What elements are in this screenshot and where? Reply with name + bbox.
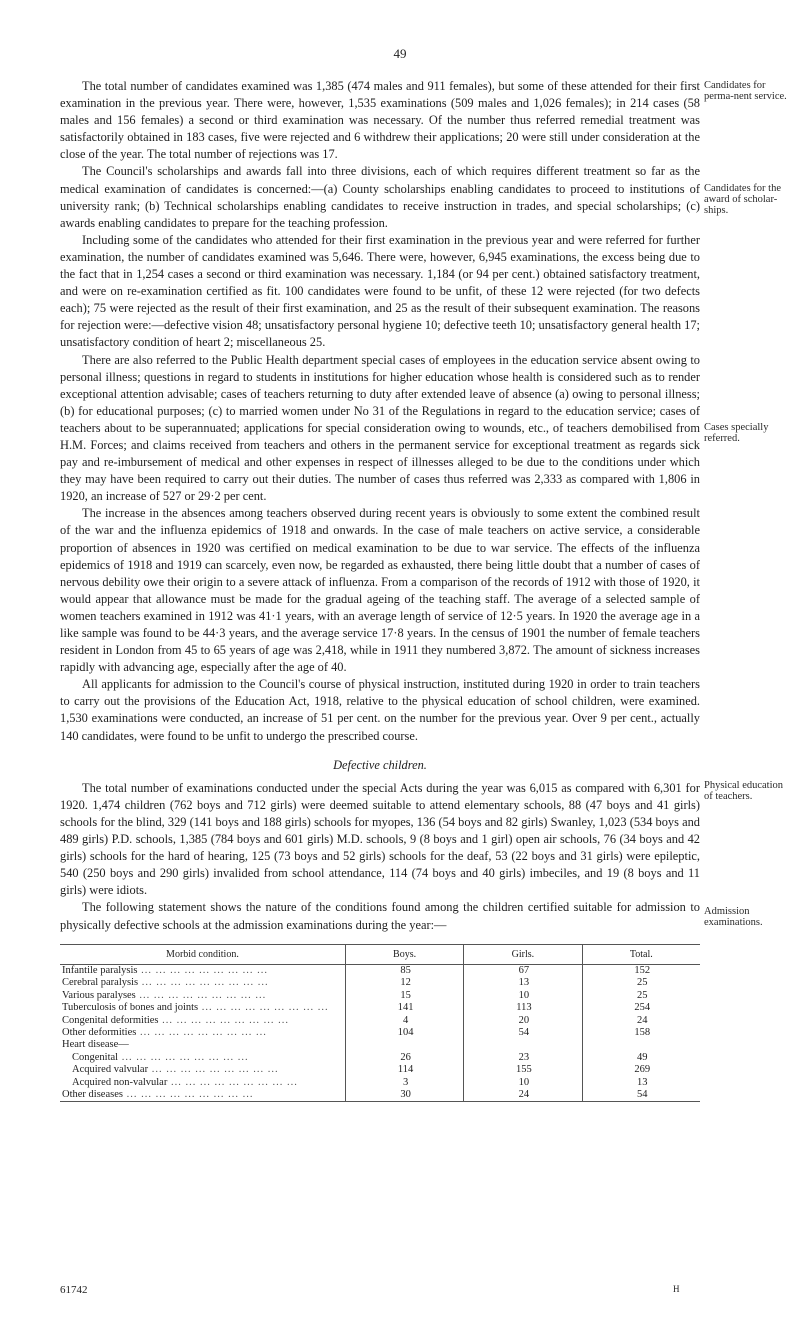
margin-note-admission-examinations: Admission examinations. (704, 906, 763, 928)
cell-boys: 4 (345, 1015, 463, 1027)
cell-girls: 54 (464, 1027, 582, 1039)
cell-boys: 114 (345, 1064, 463, 1076)
leader-dots: ... ... ... ... ... ... ... ... ... (158, 1014, 290, 1026)
margin-note-permanent-service: Candidates for perma-nent service. (704, 80, 787, 102)
table-row (60, 1089, 700, 1102)
cell-condition (60, 1077, 345, 1089)
cell-total: 152 (582, 965, 700, 978)
condition-label: Acquired valvular (72, 1064, 149, 1076)
paragraph-permanent-service: The total number of candidates examined was 1,385 (474 males and 911 females), but some of these attended for their first examination in the previous year. There were, however, 1,535 examinations (509 males and 1,026 females); in 214 cases (58 males and 156 females) a second or third examination was necessary. Of the number thus referred remedial treatment was satisfactorily obtained in 183 cases, five were rejected and 6 withdrew their applications; 20 were still under consideration at the close of the year. The total number of rejections was 17. (60, 79, 700, 162)
cell-condition (60, 1002, 345, 1014)
cell-girls: 155 (464, 1064, 582, 1076)
leader-dots: ... ... ... ... ... ... ... ... ... (122, 1089, 254, 1101)
cell-boys: 30 (345, 1089, 463, 1102)
table-row (60, 1015, 700, 1027)
cell-boys: 3 (345, 1077, 463, 1089)
page-number: 49 (393, 46, 407, 61)
cell-condition (60, 977, 345, 989)
table-row (60, 977, 700, 989)
cell-condition (60, 1089, 345, 1102)
cell-boys: 85 (345, 965, 463, 978)
paragraph-scholarships: The Council's scholarships and awards fall into three divisions, each of which requires different treatment so far as the medical examination of candidates is concerned:—(a) County scholarships enabling candidates to proceed to institutions of university rank; (b) Technical scholarships enabling candidates to receive instruction in trades, and special scholarships; (c) awards enabling candidates to prepare for the teaching profession. (60, 164, 700, 230)
condition-label: Heart disease— (62, 1039, 129, 1051)
condition-label: Infantile paralysis (62, 965, 138, 976)
paragraph-admission-examinations: The total number of examinations conducted under the special Acts during the year was 6,015 as compared with 6,301 for 1920. 1,474 children (762 boys and 712 girls) were deemed suitable to attend elementary schools, 88 (47 boys and 41 girls) schools for the blind, 329 (141 boys and 188 girls) schools for myopes, 136 (54 boys and 82 girls) Swanley, 1,023 (534 boys and 489 girls) P.D. schools, 1,385 (784 boys and 601 girls) M.D. schools, 9 (8 boys and 1 girl) open air schools, 76 (34 boys and 42 girls) schools for the hard of hearing, 125 (73 boys and 52 girls) schools for the deaf, 53 (22 boys and 31 girls) were epileptic, 540 (250 boys and 290 girls) invalided from school attendance, 114 (74 boys and 40 girls) imbeciles, and 19 (8 boys and 11 girls) were idiots. (60, 780, 700, 898)
cell-girls: 13 (464, 977, 582, 989)
morbid-condition-table (60, 944, 700, 1103)
cell-girls: 67 (464, 965, 582, 978)
table-row (60, 1002, 700, 1014)
leader-dots: ... ... ... ... ... ... ... ... ... (167, 1076, 298, 1088)
cell-boys: 141 (345, 1002, 463, 1014)
cell-condition (60, 990, 345, 1002)
cell-total: 269 (582, 1064, 700, 1076)
header-total: Total. (582, 944, 700, 964)
section-heading-defective-children: Defective children. (333, 757, 427, 772)
table-row (60, 965, 700, 978)
condition-label: Various paralyses (62, 989, 136, 1001)
cell-boys: 104 (345, 1027, 463, 1039)
cell-girls: 10 (464, 1077, 582, 1089)
paragraph-table-intro: The following statement shows the nature of the conditions found among the children certified suitable for admission to physically defective schools at the admission examinations during the year:— (60, 900, 700, 932)
table-row (60, 990, 700, 1002)
cell-girls: 23 (464, 1052, 582, 1064)
cell-condition (60, 965, 345, 978)
cell-total: 54 (582, 1089, 700, 1102)
footer-signature-mark: H (673, 1284, 680, 1294)
table-row (60, 1077, 700, 1089)
paragraph-candidates-examined: Including some of the candidates who attended for their first examination in the previous year and were referred for further examination, the number of candidates examined was 5,646. There were, however, 6,945 examinations, the excess being due to the fact that in 1,254 cases a second or third examination was necessary. 1,184 (or 94 per cent.) obtained satisfactory treatment, and were on re-examination certified as fit. 100 candidates were found to be unfit, of these 12 were rejected (for two defects each); 75 were rejected as the result of their first examination, and 25 as the result of their subsequent examination. The reasons for rejection were:—defective vision 48; unsatisfactory personal hygiene 10; defective teeth 10; unsatisfactory general health 17; unsatisfactory condition of heart 2; miscellaneous 25. (60, 232, 700, 350)
cell-total (582, 1039, 700, 1051)
table-row (60, 1064, 700, 1076)
paragraph-physical-instruction: All applicants for admission to the Council's course of physical instruction, instituted during 1920 in order to train teachers to carry out the provisions of the Education Act, 1918, relative to the physical education of school children, were examined. 1,530 examinations were conducted, an increase of 51 per cent. on the number for the previous year. Over 9 per cent., actually 140 candidates, were found to be unfit to undergo the prescribed course. (60, 677, 700, 743)
table-row (60, 1052, 700, 1064)
cell-condition (60, 1039, 345, 1051)
paragraph-teacher-absences: The increase in the absences among teachers observed during recent years is obviously to some extent the combined result of the war and the influenza epidemics of 1918 and onwards. In the case of male teachers on active service, a considerable proportion of absences in 1920 was certified on medical examination to be due to war service. The effects of the influenza epidemics of 1918 and 1919 can scarcely, even now, be regarded as exhausted, there being little doubt that a number of cases of nervous debility owe their origin to a severe attack of influenza. From a comparison of the records of 1912 with those of 1920, it would appear that allowance must be made for the gradual ageing of the teaching staff. The average of a selected sample of women teachers examined in 1912 was 41·1 years, with an average length of service of 12·5 years. In 1920 the average age in a like sample was found to be 44·3 years, and the average service 17·8 years. In the census of 1901 the number of female teachers resident in London from 45 to 65 years of age was 2,418, while in 1911 they numbered 3,872. The amount of sickness increases rapidly with advancing age, especially after the age of 40. (60, 506, 700, 675)
cell-girls (464, 1039, 582, 1051)
margin-note-cases-referred: Cases specially referred. (704, 422, 769, 444)
footer-print-number: 61742 (60, 1284, 88, 1296)
cell-total: 158 (582, 1027, 700, 1039)
cell-condition (60, 1027, 345, 1039)
cell-boys: 12 (345, 977, 463, 989)
cell-condition (60, 1015, 345, 1027)
header-boys: Boys. (345, 944, 463, 964)
leader-dots: ... ... ... ... ... ... ... ... ... (135, 989, 267, 1001)
cell-total: 24 (582, 1015, 700, 1027)
margin-note-physical-education: Physical education of teachers. (704, 780, 784, 802)
table-header-row (60, 944, 700, 964)
condition-label: Cerebral paralysis (62, 977, 139, 989)
leader-dots: ... ... ... ... ... ... ... ... ... (136, 1027, 267, 1039)
cell-girls: 24 (464, 1089, 582, 1102)
cell-total: 49 (582, 1052, 700, 1064)
cell-boys (345, 1039, 463, 1051)
cell-condition (60, 1052, 345, 1064)
margin-note-scholarships: Candidates for the award of scholar-ships. (704, 183, 781, 216)
cell-total: 13 (582, 1077, 700, 1089)
condition-label: Congenital (72, 1051, 119, 1063)
cell-total: 25 (582, 977, 700, 989)
cell-girls: 10 (464, 990, 582, 1002)
cell-girls: 20 (464, 1015, 582, 1027)
table-row (60, 1039, 700, 1051)
leader-dots: ... ... ... ... ... ... ... ... ... (118, 1051, 249, 1063)
page-body (60, 78, 700, 1102)
condition-label: Tuberculosis of bones and joints (62, 1002, 199, 1014)
header-girls: Girls. (464, 944, 582, 964)
leader-dots: ... ... ... ... ... ... ... ... ... (137, 965, 269, 976)
paragraph-special-cases: There are also referred to the Public Health department special cases of employees in the education service absent owing to personal illness; questions in regard to students in institutions for higher education whose health is considered such as to render exceptional attention advisable; cases of teachers returning to duty after extended leave of absence (a) owing to personal illness; (b) for educational purposes; (c) to married women under No 31 of the Regulations in regard to the education service; cases of teachers about to be superannuated; applications for special consideration owing to wounds, etc., of teachers demobilised from H.M. Forces; and claims received from teachers and others in the permanent service for exceptional treatment as regards sick pay and re-imbursement of medical and other expenses in respect of illnesses alleged to be due to the conditions under which they may have been required to carry out their duties. The number of cases thus referred was 2,333 as compared with 1,806 in 1920, an increase of 527 or 29·2 per cent. (60, 352, 700, 504)
condition-label: Congenital deformities (62, 1014, 159, 1026)
cell-boys: 26 (345, 1052, 463, 1064)
cell-boys: 15 (345, 990, 463, 1002)
cell-total: 25 (582, 990, 700, 1002)
condition-label: Other diseases (62, 1089, 123, 1101)
cell-condition (60, 1064, 345, 1076)
leader-dots: ... ... ... ... ... ... ... ... ... (138, 977, 269, 989)
condition-label: Other deformities (62, 1027, 137, 1039)
condition-label: Acquired non-valvular (72, 1076, 168, 1088)
leader-dots: ... ... ... ... ... ... ... ... ... (148, 1064, 279, 1076)
cell-girls: 113 (464, 1002, 582, 1014)
header-morbid-condition: Morbid condition. (60, 944, 345, 964)
table-body (60, 965, 700, 1102)
cell-total: 254 (582, 1002, 700, 1014)
table-row (60, 1027, 700, 1039)
leader-dots: ... ... ... ... ... ... ... ... ... (198, 1002, 329, 1014)
